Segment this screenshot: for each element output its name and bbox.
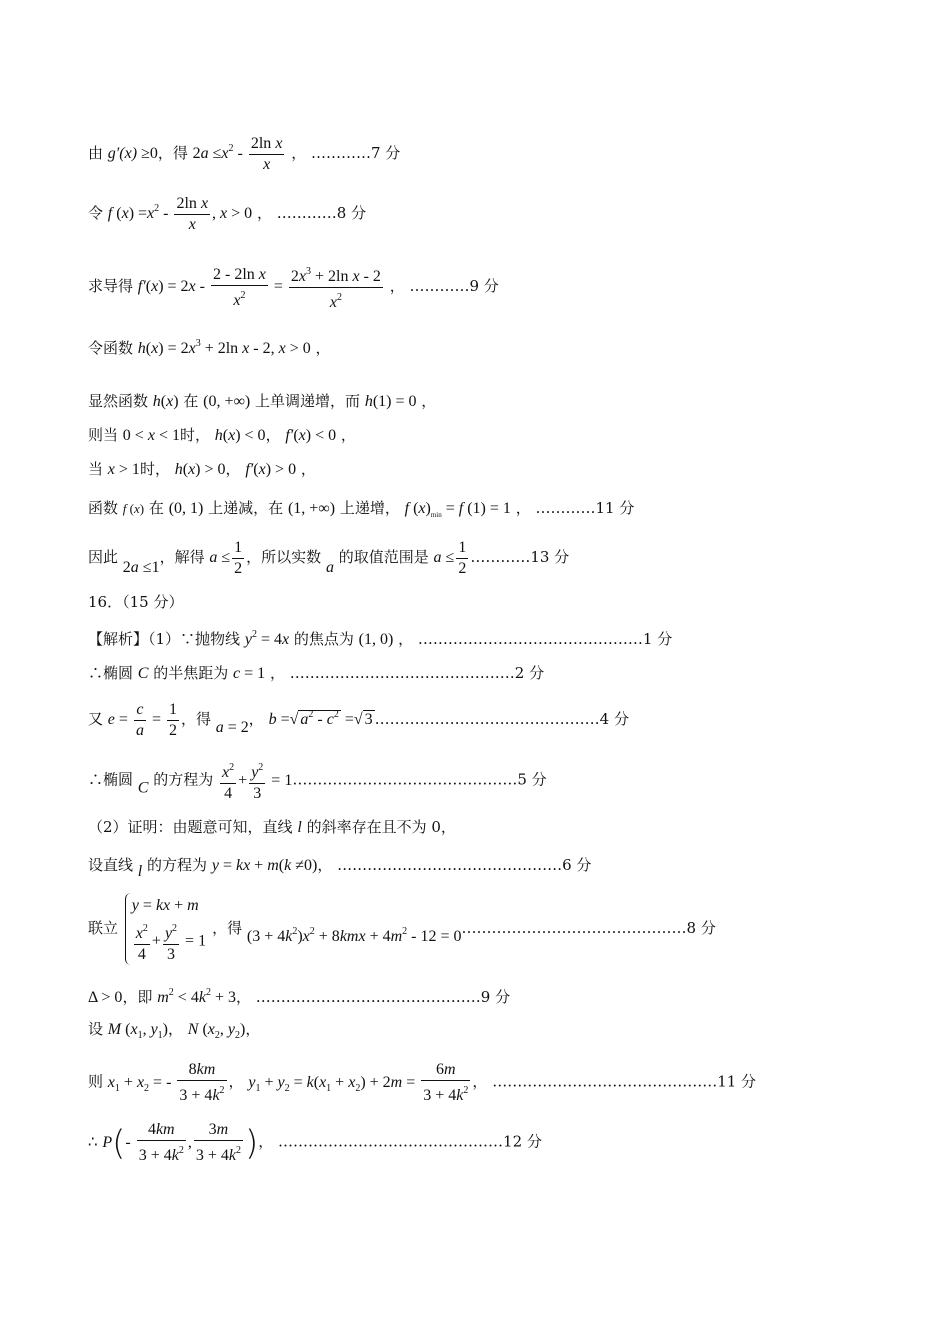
formula: f (x) <box>122 501 145 516</box>
formula: $y^2 = 4x$ <box>244 629 290 648</box>
line-end: ， <box>398 630 414 648</box>
line-mid: ， <box>168 1020 184 1038</box>
score-label: 5 分 <box>517 770 547 789</box>
step-line-8b <box>88 893 716 965</box>
formula: a = 2 <box>215 719 249 737</box>
step-line-7 <box>88 134 400 175</box>
line-prefix: 则 <box>88 1072 104 1091</box>
line-prefix: 令 <box>88 204 104 223</box>
dot-leader: ……………………………………… <box>374 710 600 729</box>
formula: $x_1 + x_2$ = - $\frac{8km}{3 + 4k^2}$ <box>107 1061 225 1104</box>
formula: g′(x) ≥0 <box>107 145 158 163</box>
score-label: 6 分 <box>562 856 592 874</box>
formula: (0, +∞) <box>203 393 251 410</box>
formula: h(1) = 0 <box>364 393 417 410</box>
step-line-monotone <box>88 390 436 413</box>
line-prefix: 函数 <box>88 499 119 517</box>
step-line-case-1: 则当 0 < x < 1时， h(x) < 0， f′(x) < 0 ， <box>88 426 356 444</box>
step-line-11b <box>88 1060 756 1106</box>
dot-leader: ……………………………………… <box>417 630 643 648</box>
line-end: ， <box>421 392 437 410</box>
line-mid: 的方程为 <box>147 856 208 874</box>
dot-leader: ………… <box>535 499 596 517</box>
formula: c = 1 <box>233 665 266 682</box>
step-line-9b <box>88 982 510 1009</box>
formula: a ≤ $\frac{1}{2}$ <box>433 539 467 577</box>
formula: b =√ $a^2 - c^2$ =√ 3 <box>268 709 373 729</box>
line-prefix: 求导得 <box>88 277 134 296</box>
formula: h(x) < 0 <box>214 427 266 444</box>
formula: P(- $\frac{4km}{3 + 4k^2}$ , $\frac{3m}{3 + 4k^2}$ ) <box>102 1121 259 1164</box>
line-end: ， <box>245 1020 261 1038</box>
score-label: 1 分 <box>642 630 673 648</box>
formula: y = kx + m(k ≠0) <box>211 857 318 874</box>
formula: f′(x) > 0 <box>245 461 297 478</box>
score-label: 9 分 <box>469 277 499 296</box>
formula: (1, 0) <box>358 631 394 648</box>
formula: a <box>325 559 334 577</box>
line-end: 的斜率存在且不为 0， <box>306 818 456 836</box>
line-mid: ， <box>248 710 264 729</box>
line-mid: 上递增， <box>339 499 400 517</box>
dot-leader: ………… <box>311 144 371 163</box>
line-mid: ，所以实数 <box>246 548 322 567</box>
score-label: 11 分 <box>595 499 635 517</box>
formula: (0, 1) <box>168 500 204 517</box>
line-mid: ，得 <box>157 144 188 163</box>
formula: h(x) <box>152 393 179 410</box>
dot-leader: ……………………………………… <box>255 988 481 1006</box>
formula: $\frac{x^2}{4}$ + $\frac{y^2}{3}$ = 1 <box>218 772 292 789</box>
line-prefix: 设直线 <box>88 856 134 874</box>
step-line-part-2 <box>88 816 456 839</box>
line-mid: ，即 <box>122 988 153 1006</box>
formula: 2a ≤1 <box>122 559 160 577</box>
formula: a ≤ $\frac{1}{2}$ <box>209 539 243 577</box>
formula: (1, +∞) <box>287 500 336 517</box>
line-end: ， <box>291 144 307 163</box>
line-prefix: ∴椭圆 <box>88 664 134 682</box>
score-label: 2 分 <box>514 664 545 682</box>
line-prefix: 由 <box>88 144 104 163</box>
score-label: 9 分 <box>480 988 511 1006</box>
line-mid: 时， <box>139 460 170 478</box>
step-line-8 <box>88 194 366 235</box>
line-prefix: 联立 <box>88 919 119 937</box>
formula: $(3 + 4k^2)x^2 + 8kmx + 4m^2 - 12 = 0$ <box>246 926 462 945</box>
line-end: ， <box>256 204 272 223</box>
line-mid: 的半焦距为 <box>153 664 229 682</box>
formula: N ($x_2$, $y_2$) <box>187 1021 246 1041</box>
line-prefix: 【解析】（1）∵抛物线 <box>88 630 241 648</box>
dot-leader: ……………………………………… <box>278 1132 504 1151</box>
formula: f′(x) = 2x - $\frac{\text{2 - 2ln x}}{x^2}$ = $\frac{2x^3 + 2\ln x - 2}{x^2}$ <box>138 278 385 295</box>
step-line-11 <box>88 497 634 526</box>
equation-system: y = kx + m $\frac{x^2}{4}$ + $\frac{y^2}{3}$ = 1 <box>125 893 206 965</box>
dot-leader: ……………………………………… <box>492 1072 718 1091</box>
formula: f $(x) =x^2$ - $\frac{\text{2ln x}}{x}$ , x > 0 <box>107 195 253 233</box>
line-prefix: ∴椭圆 <box>88 770 134 789</box>
line-mid: 的方程为 <box>153 770 214 789</box>
formula: f′(x) < 0 <box>285 427 337 444</box>
score-label: 4 分 <box>599 710 629 729</box>
line-prefix: （2）证明：由题意可知，直线 <box>88 818 293 836</box>
line-mid: 在 <box>183 392 199 410</box>
step-line-13 <box>88 538 569 579</box>
line-prefix: 则当 <box>88 426 119 444</box>
line-end: ， <box>269 664 285 682</box>
line-prefix: 当 <box>88 460 104 478</box>
formula: 0 < x < 1 <box>122 427 180 444</box>
step-line-6 <box>88 854 591 883</box>
question-heading <box>88 591 183 613</box>
line-prefix: 因此 <box>88 548 119 567</box>
line-mid: ，得 <box>212 919 243 937</box>
step-line-1 <box>88 624 672 651</box>
score-label: 8 分 <box>686 919 716 937</box>
line-end: ， <box>389 277 405 296</box>
step-line-points <box>88 1018 260 1047</box>
formula: h(x) > 0 <box>174 461 226 478</box>
line-prefix: ∴ <box>88 1132 98 1151</box>
line-mid: 在 <box>148 499 164 517</box>
step-line-5 <box>88 758 547 804</box>
score-label: 12 分 <box>503 1132 542 1151</box>
line-prefix: 显然函数 <box>88 392 149 410</box>
line-end: ， <box>258 1132 274 1151</box>
formula: Δ > 0 <box>88 989 123 1006</box>
question-number: 16．（15 分） <box>88 593 184 611</box>
line-end: ， <box>300 460 316 478</box>
line-end: ， <box>317 856 333 874</box>
line-end: ， <box>315 339 331 357</box>
dot-leader: ……………………………………… <box>292 770 518 789</box>
line-prefix: 又 <box>88 710 104 729</box>
step-line-4 <box>88 700 629 741</box>
score-label: 8 分 <box>336 204 367 223</box>
line-mid: ，解得 <box>159 548 205 567</box>
step-line-12 <box>88 1120 542 1166</box>
step-line-define-h <box>88 333 331 360</box>
dot-leader: ………… <box>276 204 337 223</box>
line-end: ， <box>340 426 356 444</box>
dot-leader: ………… <box>470 548 531 567</box>
formula: $2a \le x^2$ - $\frac{\text{2ln x}}{x}$ <box>192 135 283 173</box>
formula: e = $\frac{c}{a}$ = $\frac{1}{2}$ <box>107 701 177 739</box>
line-mid: 时， <box>179 426 210 444</box>
formula: $h(x) = 2x^3 + 2\ln$ x - 2, x > 0 <box>137 338 311 357</box>
line-end: ， <box>235 988 251 1006</box>
step-line-2 <box>88 662 544 685</box>
line-mid: ， <box>228 1072 244 1091</box>
step-line-9 <box>88 262 499 313</box>
formula: C <box>137 779 149 797</box>
formula: l <box>297 819 302 836</box>
formula: C <box>137 665 149 682</box>
line-mid: 上递减，在 <box>208 499 284 517</box>
formula: l <box>137 863 143 880</box>
line-end: ， <box>515 499 531 517</box>
dot-leader: ……………………………………… <box>289 664 515 682</box>
formula: $m^2 < 4k^2 + 3$ <box>157 987 236 1006</box>
score-label: 7 分 <box>371 144 401 163</box>
line-end: ， <box>472 1072 488 1091</box>
formula: f $(x)_{min} = f$ (1) = 1 <box>404 500 511 519</box>
score-label: 13 分 <box>530 548 570 567</box>
line-mid: 的取值范围是 <box>338 548 429 567</box>
formula: $y_1 + y_2 = k(x_1 + x_2) + 2m$ = $\frac{6m}{3 + 4k^2}$ <box>248 1061 469 1104</box>
dot-leader: ……………………………………… <box>461 919 687 937</box>
step-line-case-2: 当 x > 1时， h(x) > 0， f′(x) > 0 ， <box>88 460 316 478</box>
line-mid: 的焦点为 <box>293 630 354 648</box>
line-mid: 上单调递增，而 <box>255 392 361 410</box>
line-prefix: 令函数 <box>88 339 134 357</box>
dot-leader: ……………………………………… <box>337 856 563 874</box>
line-mid: ，得 <box>180 710 211 729</box>
score-label: 11 分 <box>717 1072 757 1091</box>
formula: M ($x_1$, $y_1$) <box>107 1021 168 1041</box>
dot-leader: ………… <box>409 277 470 296</box>
line-prefix: 设 <box>88 1020 104 1038</box>
formula: x > 1 <box>107 461 140 478</box>
